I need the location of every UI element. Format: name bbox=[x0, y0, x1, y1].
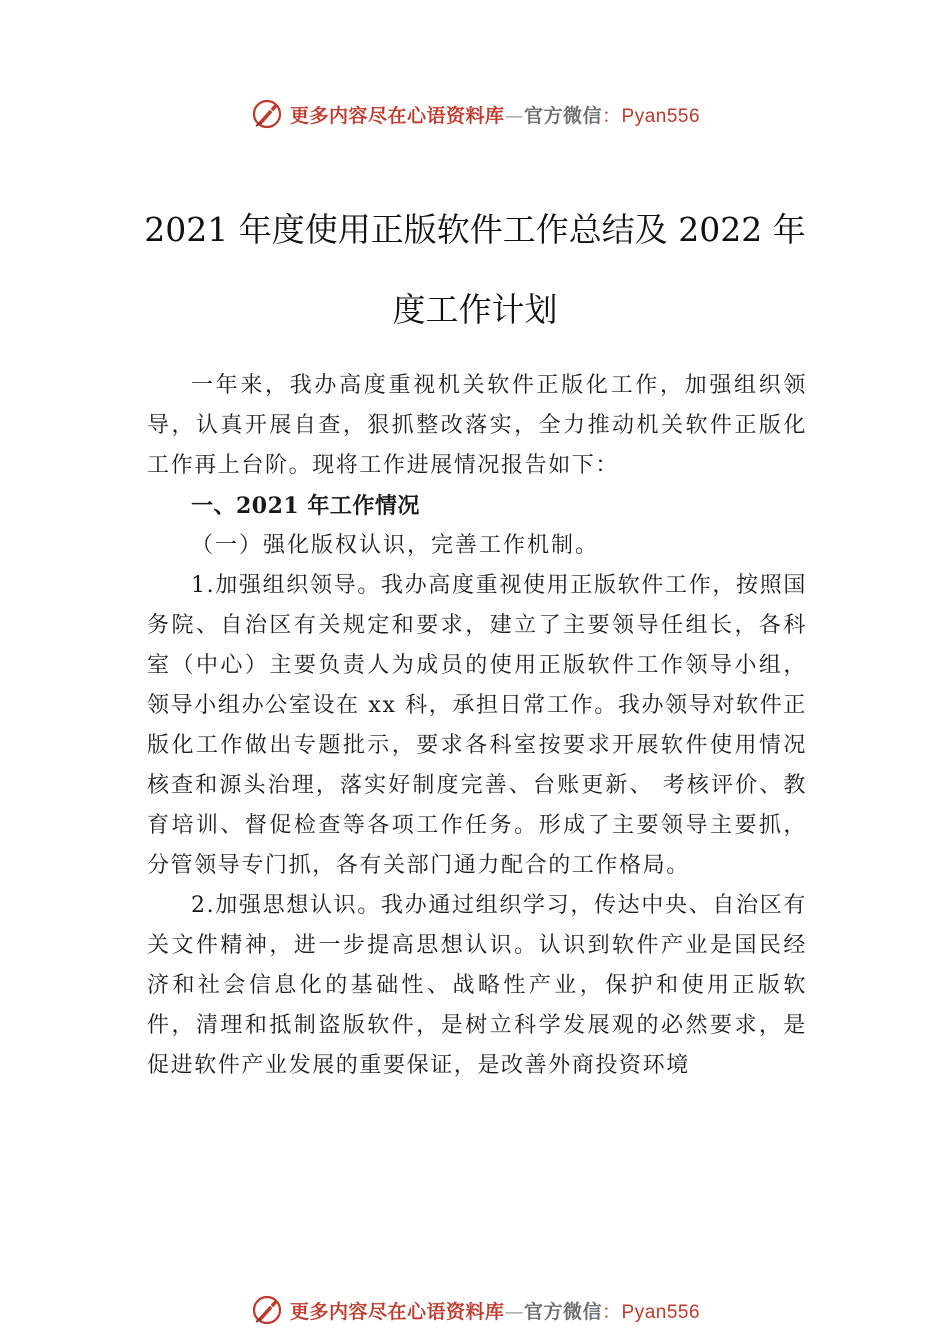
watermark-text bbox=[290, 1297, 700, 1324]
watermark-dash: — bbox=[504, 104, 524, 127]
footer-watermark bbox=[0, 1290, 950, 1330]
watermark-dash: — bbox=[504, 1300, 524, 1323]
watermark-colon: ： bbox=[602, 1300, 622, 1323]
subsection-heading: （一）强化版权认识，完善工作机制。 bbox=[191, 533, 600, 558]
watermark-gray-text: 官方微信 bbox=[523, 1300, 602, 1323]
watermark-colon: ： bbox=[602, 104, 622, 127]
watermark-gray-text: 官方微信 bbox=[523, 104, 602, 127]
watermark-wechat-id: Pyan556 bbox=[621, 105, 701, 127]
watermark-wechat-id: Pyan556 bbox=[621, 1301, 701, 1323]
header-watermark bbox=[0, 94, 950, 134]
quill-pen-logo-icon bbox=[250, 1293, 284, 1327]
section-heading: 一、2021 年工作情况 bbox=[191, 493, 420, 519]
watermark-red-text: 更多内容尽在心语资料库 bbox=[289, 104, 505, 127]
document-title: 2021 年度使用正版软件工作总结及 2022 年度工作计划 bbox=[144, 210, 806, 329]
document-body bbox=[147, 366, 807, 1086]
watermark-red-text: 更多内容尽在心语资料库 bbox=[289, 1300, 505, 1323]
watermark-text bbox=[290, 101, 700, 128]
intro-paragraph: 一年来，我办高度重视机关软件正版化工作，加强组织领导，认真开展自查，狠抓整改落实，全力推动机关软件正版化工作再上台阶。现将工作进展情况报告如下： bbox=[147, 373, 807, 478]
body-paragraph-2: 2.加强思想认识。我办通过组织学习，传达中央、自治区有关文件精神，进一步提高思想认识。认识到软件产业是国民经济和社会信息化的基础性、战略性产业，保护和使用正版软件，清理和抵制盗版软件，是树立科学发展观的必然要求，是促进软件产业发展的重要保证，是改善外商投资环境 bbox=[147, 893, 807, 1078]
quill-pen-logo-icon bbox=[250, 97, 284, 131]
body-paragraph-1: 1.加强组织领导。我办高度重视使用正版软件工作，按照国务院、自治区有关规定和要求，建立了主要领导任组长，各科室（中心）主要负责人为成员的使用正版软件工作领导小组，领导小组办公室设在 xx 科，承担日常工作。我办领导对软件正版化工作做出专题批示，要求各科室按要求开展软件使用情况核查和源头治理，落实好制度完善、台账更新、 考核评价、教育培训、督促检查等各项工作任务。形成了主要领导主要抓，分管领导专门抓，各有关部门通力配合的工作格局。 bbox=[147, 573, 807, 878]
